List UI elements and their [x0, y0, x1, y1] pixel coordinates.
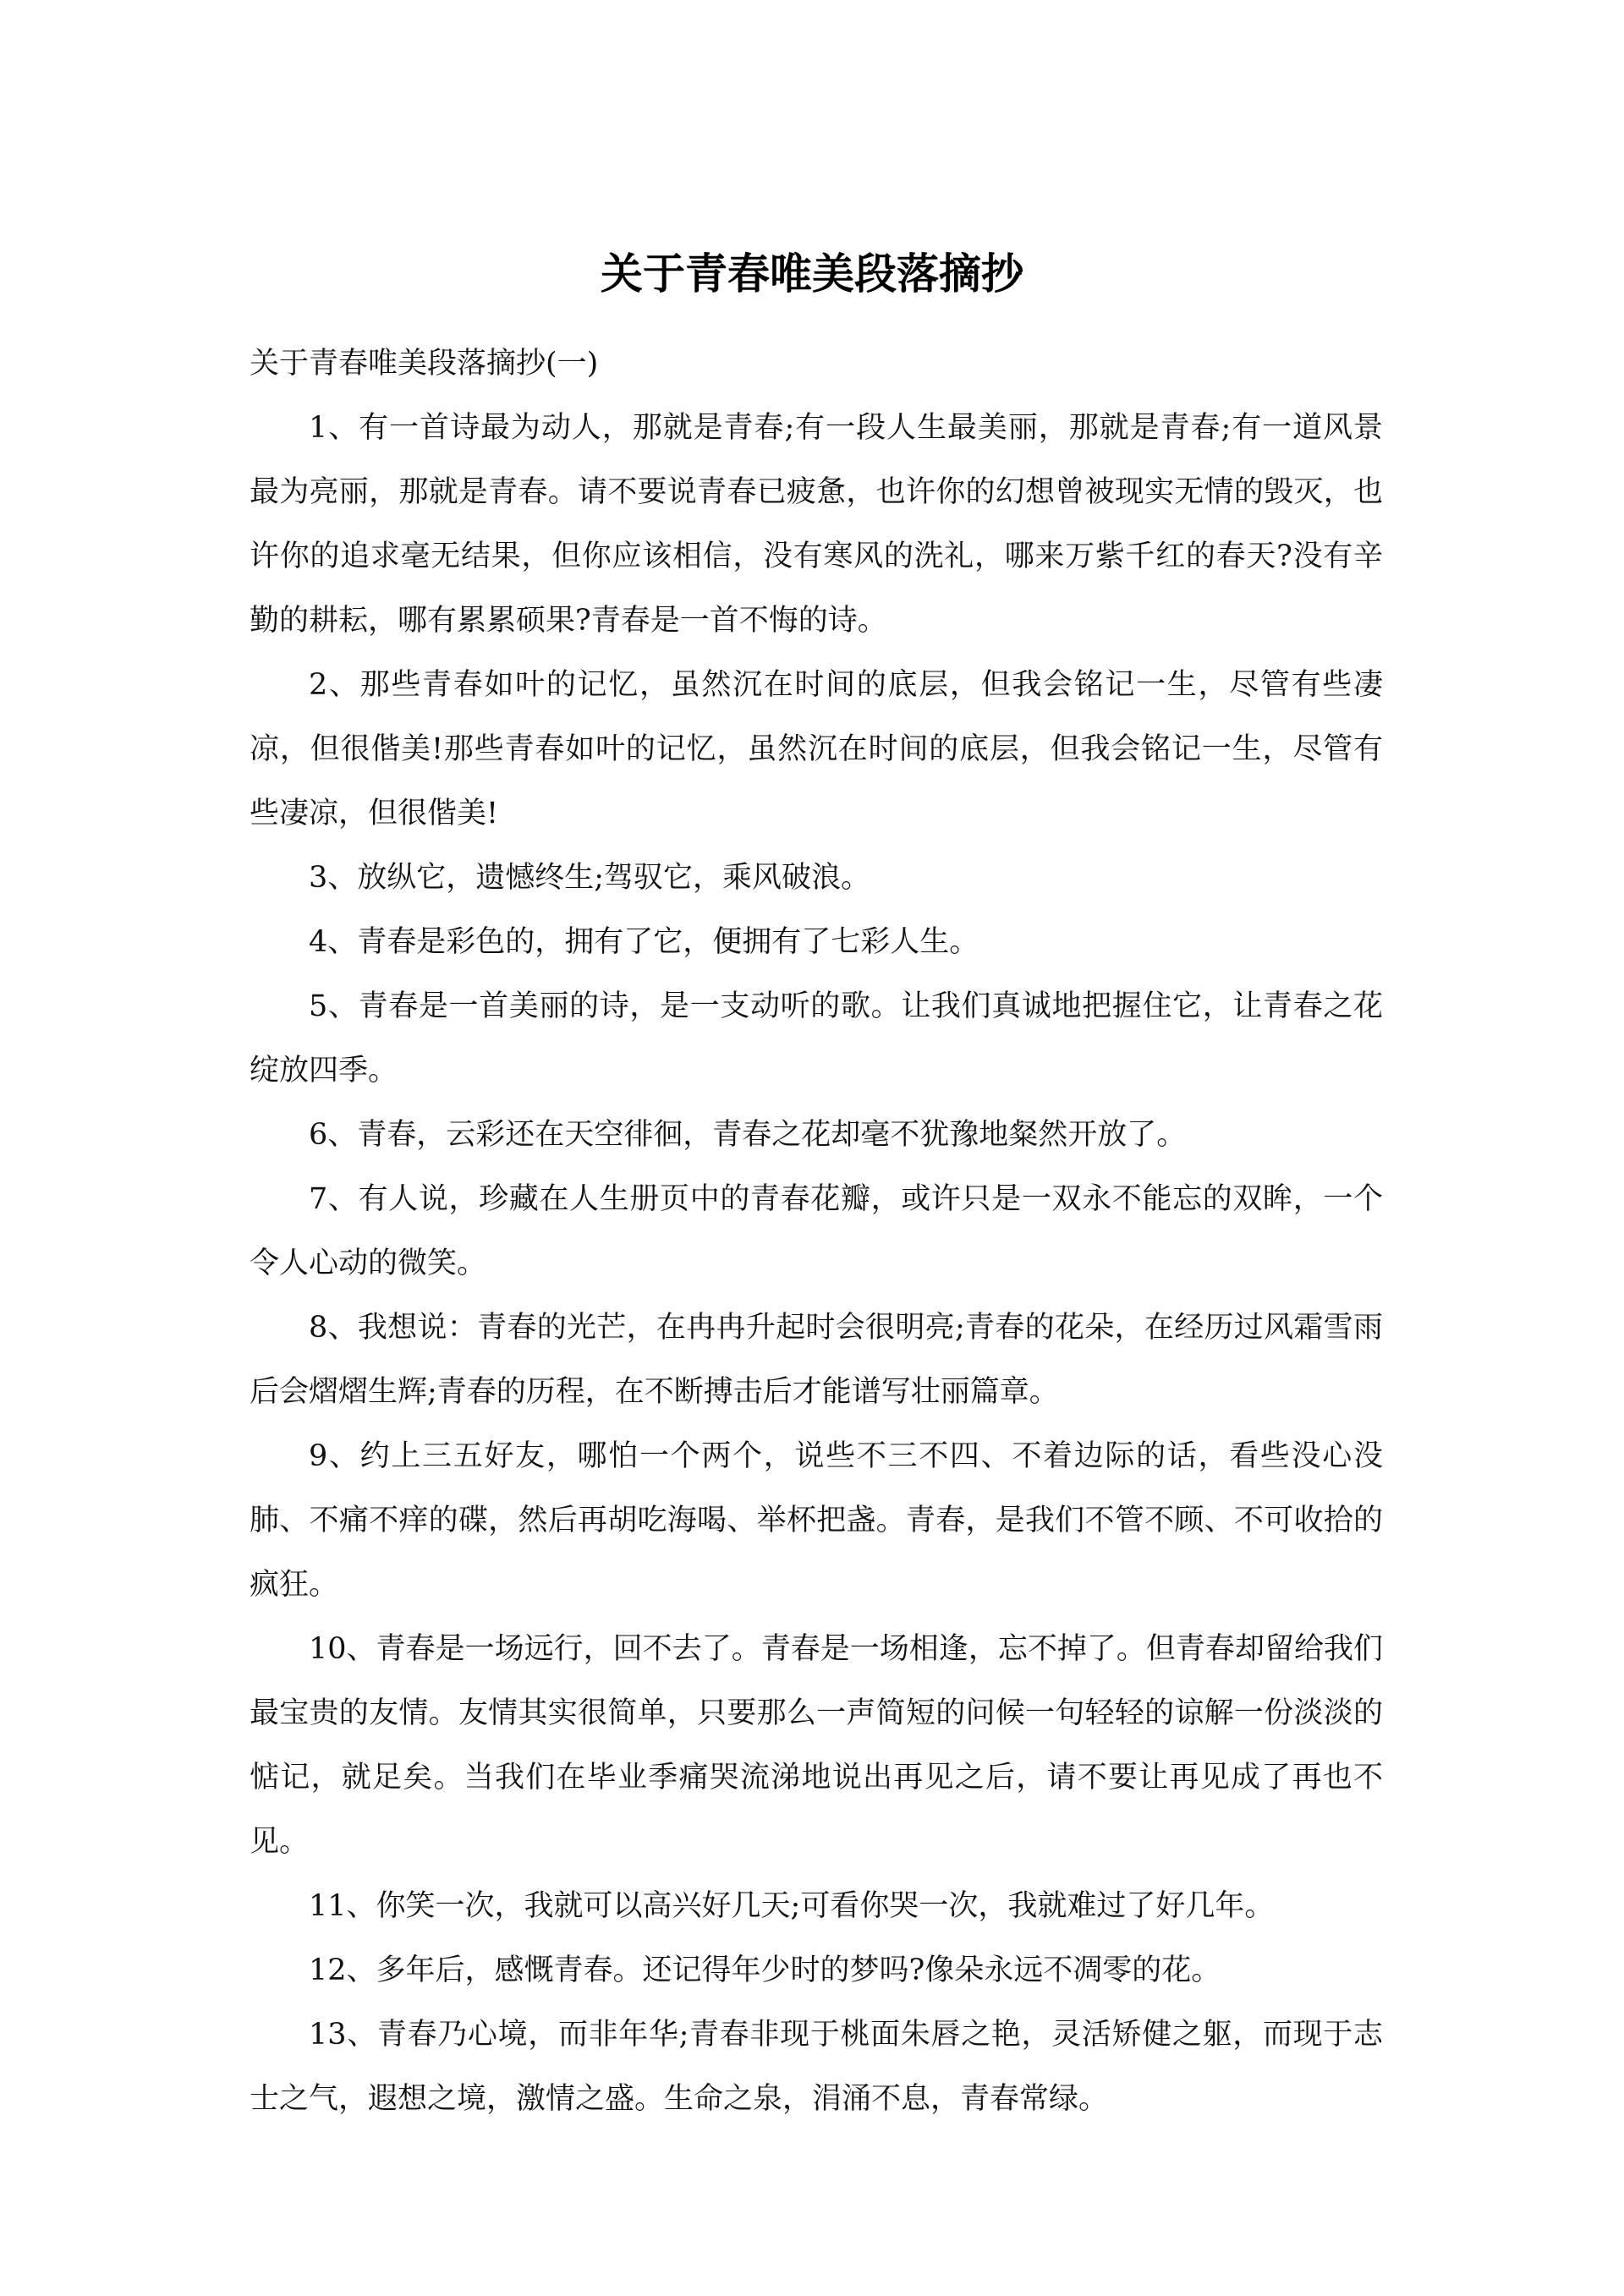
- paragraph-11: 11、你笑一次，我就可以高兴好几天;可看你哭一次，我就难过了好几年。: [309, 1889, 1275, 1923]
- paragraph-7: 7、有人说，珍藏在人生册页中的青春花瓣，或许只是一双永不能忘的双眸，一个令人心动的微笑。: [250, 1182, 1383, 1280]
- paragraph-1: 1、有一首诗最为动人，那就是青春;有一段人生最美丽，那就是青春;有一道风景最为亮丽，那就是青春。请不要说青春已疲惫，也许你的幻想曾被现实无情的毁灭，也许你的追求毫无结果，但你应该相信，没有寒风的洗礼，哪来万紫千红的春天?没有辛勤的耕耘，哪有累累硕果?青春是一首不悔的诗。: [250, 411, 1383, 638]
- paragraph-3: 3、放纵它，遗憾终生;驾驭它，乘风破浪。: [309, 861, 871, 895]
- page-title: 关于青春唯美段落摘抄: [601, 249, 1023, 299]
- document-body: [250, 332, 1383, 2131]
- section-heading: 关于青春唯美段落摘抄(一): [250, 347, 599, 381]
- paragraph-9: 9、约上三五好友，哪怕一个两个，说些不三不四、不着边际的话，看些没心没肺、不痛不痒的碟，然后再胡吃海喝、举杯把盏。青春，是我们不管不顾、不可收拾的疯狂。: [250, 1439, 1383, 1602]
- paragraph-4: 4、青春是彩色的，拥有了它，便拥有了七彩人生。: [309, 925, 979, 959]
- paragraph-5: 5、青春是一首美丽的诗，是一支动听的歌。让我们真诚地把握住它，让青春之花绽放四季。: [250, 989, 1383, 1088]
- paragraph-2: 2、那些青春如叶的记忆，虽然沉在时间的底层，但我会铭记一生，尽管有些凄凉，但很偕美!那些青春如叶的记忆，虽然沉在时间的底层，但我会铭记一生，尽管有些凄凉，但很偕美!: [250, 668, 1383, 830]
- paragraph-13: 13、青春乃心境，而非年华;青春非现于桃面朱唇之艳，灵活矫健之躯，而现于志士之气，遐想之境，激情之盛。生命之泉，涓涌不息，青春常绿。: [250, 2018, 1383, 2116]
- paragraph-12: 12、多年后，感慨青春。还记得年少时的梦吗?像朵永远不凋零的花。: [309, 1954, 1221, 1987]
- paragraph-8: 8、我想说：青春的光芒，在冉冉升起时会很明亮;青春的花朵，在经历过风霜雪雨后会熠熠生辉;青春的历程，在不断搏击后才能谱写壮丽篇章。: [250, 1311, 1383, 1409]
- paragraph-10: 10、青春是一场远行，回不去了。青春是一场相逢，忘不掉了。但青春却留给我们最宝贵的友情。友情其实很简单，只要那么一声简短的问候一句轻轻的谅解一份淡淡的惦记，就足矣。当我们在毕业季痛哭流涕地说出再见之后，请不要让再见成了再也不见。: [250, 1632, 1383, 1859]
- paragraph-6: 6、青春，云彩还在天空徘徊，青春之花却毫不犹豫地粲然开放了。: [309, 1118, 1187, 1152]
